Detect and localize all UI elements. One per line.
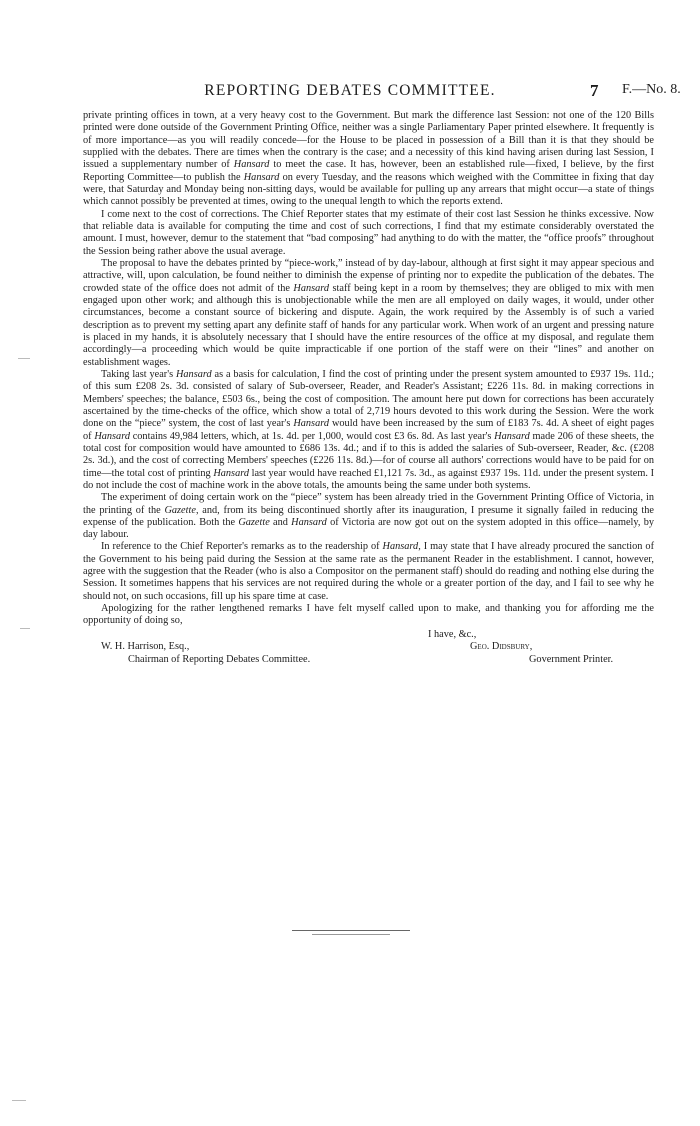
paragraph-3: The proposal to have the debates printed by “piece-work,” instead of by day-labour, although at first sight it may appear specious and attractive, will, upon calculation, be found neither to diminish the expense of printing nor to expedite the publication of the debates. The crowded state of the office does not admit of the Hansard staff being kept in a room by themselves; they are obliged to mix with men engaged upon other work; and although this is unobjectionable while the men are all employed on daily wages, it would, under other circumstances, become a constant source of bickering and dispute. Again, the work required by the Assembly is of such a varied description as to prevent my setting apart any definite staff of hands for any particular work. When work of an urgent and pressing nature is placed in my hands, it is absolutely necessary that I should have the entire resources of the office at my disposal, and regulate them accordingly—a proceeding which would be quite impracticable if one portion of the staff were on their “lines” and another on establishment wages. bbox=[83, 257, 654, 368]
paragraph-1: private printing offices in town, at a very heavy cost to the Government. But mark the difference last Session: not one of the 120 Bills printed were done outside of the Government Printing Office, neither was a single Parliamentary Paper printed elsewhere. It frequently is of more importance—as you will readily concede—for the House to be placed in possession of a Bill than it is that they should be supplied with the debates. There are times when the contrary is the case; and a necessity of this kind having arisen during last Session, I issued a supplementary number of Hansard to meet the case. It has, however, been an established rule—fixed, I believe, by the first Reporting Committee—to publish the Hansard on every Tuesday, and the reasons which weighed with the Committee in fixing that day were, that Saturday and Monday being non-sitting days, would be available for pulling up any arrears that might occur—a state of things which cannot possibly be prevented at times, owing to the unequal length to which the reports extend. bbox=[83, 110, 654, 208]
document-reference: F.—No. 8. bbox=[622, 82, 681, 97]
margin-mark bbox=[12, 1100, 26, 1101]
page-header bbox=[0, 82, 700, 102]
paragraph-5: The experiment of doing certain work on the “piece” system has been already tried in the Government Printing Office of Victoria, in the printing of the Gazette, and, from its being discontinued shortly after its inauguration, I presume it signally failed in reducing the expense of the publication. Both the Gazette and Hansard of Victoria are now got out on the system adopted in this office—namely, by day labour. bbox=[83, 492, 654, 541]
paragraph-7: Apologizing for the rather lengthened remarks I have felt myself called upon to make, and thanking you for affording me the opportunity of doing so, bbox=[83, 603, 654, 627]
letter-body bbox=[83, 110, 654, 628]
salutation: I have, &c., bbox=[428, 629, 477, 640]
addressee-title: Chairman of Reporting Debates Committee. bbox=[128, 653, 311, 665]
page-number: 7 bbox=[590, 81, 599, 100]
closing-rule-secondary bbox=[312, 934, 390, 935]
addressee-name: W. H. Harrison, Esq., bbox=[101, 641, 190, 653]
signer-name: Geo. Didsbury, bbox=[470, 641, 533, 653]
paragraph-2: I come next to the cost of corrections. The Chief Reporter states that my estimate of their cost last Session he thinks excessive. Now that reliable data is available for computing the time and cost of such corrections, I find that my estimate considerably overstated the amount. I must, however, demur to the statement that “bad composing” had anything to do with the matter, the “office proofs” throughout the Session being rather above the usual average. bbox=[83, 208, 654, 257]
paragraph-4: Taking last year's Hansard as a basis for calculation, I find the cost of printing under the present system amounted to £937 19s. 11d.; of this sum £208 2s. 3d. consisted of salary of Sub-overseer, Reader, and Reader's Assistant; £226 11s. 8d. in making corrections in Members' speeches; the balance, £503 6s., being the cost of composition. The amount here put down for corrections has been accurately ascertained by the time-checks of the office, which show a total of 2,719 hours devoted to this work during the Session. Were the work done on the “piece” system, the cost of last year's Hansard would have been increased by the sum of £183 7s. 4d. A sheet of eight pages of Hansard contains 49,984 letters, which, at 1s. 4d. per 1,000, would cost £3 6s. 8d. As last year's Hansard made 206 of these sheets, the total cost for composition would have amounted to £686 13s. 4d.; and if to this is added the salaries of Sub-overseer, Reader, &c. (£208 2s. 3d.), and the cost of correcting Members' speeches (£226 11s. 8d.)—for of course all authors' corrections would have to be paid for on time—the total cost of printing Hansard last year would have reached £1,121 7s. 3d., as against £937 19s. 11d. under the present system. I do not include the cost of machine work in the above totals, the amounts being the same under both systems. bbox=[83, 368, 655, 491]
closing-rule bbox=[292, 930, 410, 931]
margin-mark bbox=[18, 358, 30, 359]
signer-title: Government Printer. bbox=[529, 653, 614, 665]
margin-mark bbox=[20, 628, 30, 629]
paragraph-6: In reference to the Chief Reporter's remarks as to the readership of Hansard, I may state that I have already procured the sanction of the Government to his being paid during the Session at the same rate as the permanent Reader in the establishment. I cannot, however, agree with the suggestion that the Reader (who is also a Compositor on the permanent staff) should do reading and nothing else during the Session. It sometimes happens that his services are not required during the whole or a greater portion of the day, and I fail to see why he should not, on such occasions, fill up his spare time at case. bbox=[83, 541, 654, 602]
page-title: REPORTING DEBATES COMMITTEE. bbox=[204, 82, 496, 99]
